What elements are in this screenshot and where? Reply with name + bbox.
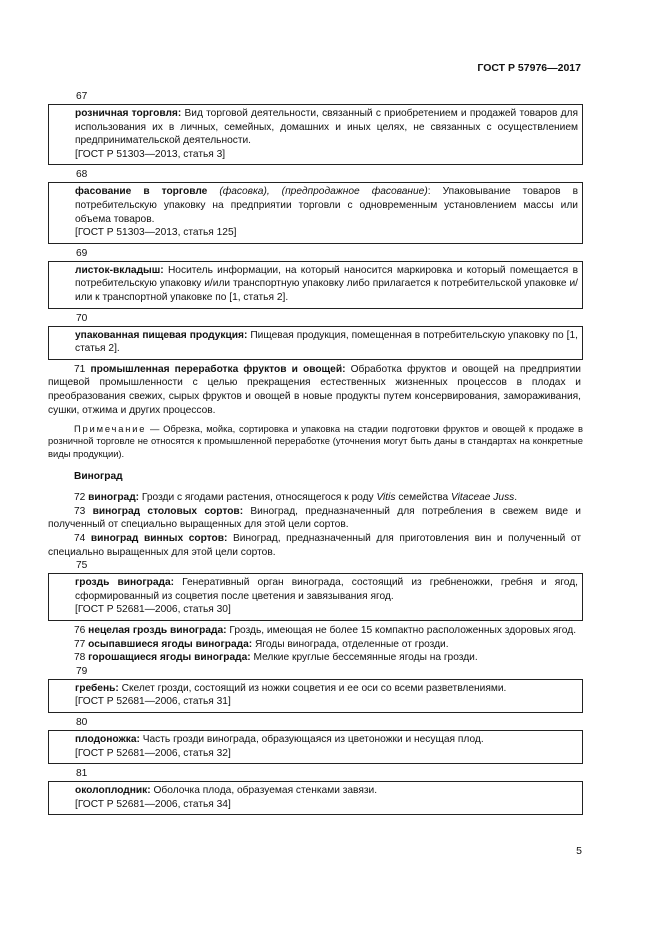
term-definition <box>48 363 581 417</box>
term-name: плодоножка: <box>75 734 140 746</box>
term-definition <box>75 264 578 305</box>
term-number: 81 <box>76 768 88 780</box>
term-number: 70 <box>76 312 88 324</box>
term-name: осыпавшиеся ягоды винограда: <box>88 638 253 650</box>
term-box <box>48 781 583 815</box>
term-number: 68 <box>76 169 88 181</box>
term-definition <box>75 682 578 696</box>
term-name: виноград столовых сортов: <box>92 505 244 517</box>
note-dash: — <box>146 423 164 435</box>
term-definition <box>48 505 581 532</box>
note-label: Примечание <box>74 423 147 435</box>
source-reference: [ГОСТ Р 52681—2006, статья 34] <box>75 798 231 810</box>
term-name: фасование в торговле <box>75 186 208 198</box>
term-definition <box>48 624 581 638</box>
term-box <box>48 326 583 360</box>
family-name: Vitaceae Juss <box>451 492 515 504</box>
term-definition <box>48 638 581 652</box>
term-name: виноград: <box>88 492 140 504</box>
term-definition <box>75 784 578 798</box>
source-reference: [ГОСТ Р 51303—2013, статья 3] <box>75 148 226 160</box>
term-name: промышленная переработка фруктов и овощей: <box>90 363 346 375</box>
source-reference: [ГОСТ Р 51303—2013, статья 125] <box>75 227 237 239</box>
note-paragraph <box>48 423 583 460</box>
section-title: Виноград <box>74 470 123 482</box>
term-definition <box>48 532 581 559</box>
term-name: виноград винных сортов: <box>90 533 228 545</box>
term-name: гроздь винограда: <box>75 577 175 589</box>
definition-text: Оболочка плода, образуемая стенками завязи. <box>150 785 378 797</box>
term-number: 75 <box>76 560 88 572</box>
term-number: 77 <box>74 638 89 650</box>
term-definition <box>75 733 578 747</box>
term-box <box>48 261 583 309</box>
term-definition <box>75 107 578 148</box>
definition-text: Грозди с ягодами растения, относящегося к роду <box>139 492 377 504</box>
term-box <box>48 182 583 243</box>
definition-text: Обработка фруктов и овощей на предприятии пищевой промышленности с целью прекращения естественных жизненных процессов в плодах и преобразования свежих, сырых фруктов и овощей в новые продукты путем консервирования, замораживания, сушки, отжима и других процессов. <box>48 363 581 416</box>
term-box <box>48 679 583 713</box>
definition-text: Вид торговой деятельности, связанный с приобретением и продажей товаров для использования их в личных, семейных, домашних и иных целях, не связанных с осуществлением предпринимательской деятельности. <box>75 108 579 147</box>
term-definition <box>75 329 578 356</box>
definition-text: Гроздь, имеющая не более 15 компактно расположенных здоровых ягод. <box>226 625 577 637</box>
source-reference: [ГОСТ Р 52681—2006, статья 32] <box>75 747 231 759</box>
term-name: розничная торговля: <box>75 108 182 119</box>
document-body <box>48 90 583 818</box>
term-definition <box>48 491 581 505</box>
term-name: гребень: <box>75 682 119 694</box>
term-number: 72 <box>74 492 89 504</box>
definition-text: Часть грозди винограда, образующаяся из цветоножки и несущая плод. <box>139 734 484 746</box>
term-number: 71 <box>74 363 91 375</box>
term-name: нецелая гроздь винограда: <box>88 625 227 637</box>
genus-name: Vitis <box>376 492 396 504</box>
term-name: листок-вкладыш: <box>75 264 164 276</box>
term-name: упакованная пищевая продукция: <box>75 329 248 341</box>
term-number: 79 <box>76 665 88 677</box>
definition-text: Упаковывание товаров в потребительскую упаковку на предприятии торговли с одновременным установлением массы или объема товаров. <box>75 186 578 225</box>
definition-text: Виноград, предназначенный для потребления в свежем виде и полученный от специально выращенных для этой цели сортов. <box>48 505 581 531</box>
source-reference: [ГОСТ Р 52681—2006, статья 31] <box>75 696 231 708</box>
colon: : <box>427 186 431 198</box>
term-number: 74 <box>74 533 91 545</box>
definition-text: Мелкие круглые бессемянные ягоды на грозди. <box>250 652 478 664</box>
term-number: 67 <box>76 91 88 102</box>
term-definition <box>75 185 578 226</box>
term-entry-group <box>48 491 583 559</box>
definition-text: Виноград, предназначенный для приготовления вин и полученный от специально выращенных для этой цели сортов. <box>48 533 581 558</box>
term-box <box>48 730 583 764</box>
term-number: 78 <box>74 652 89 664</box>
definition-text: . <box>514 492 518 504</box>
term-synonyms: (фасовка), (предпродажное фасование) <box>207 186 428 198</box>
definition-text: Носитель информации, на который наносится маркировка и который помещается в потребительскую упаковку и/или транспортную упаковку либо прилагается к потребительской упаковке и/или к транспортной упаковке по [1, статья 2]. <box>75 264 578 303</box>
term-number: 80 <box>76 717 88 729</box>
definition-text: Генеративный орган винограда, состоящий из гребненожки, гребня и ягод, сформированный из соцветия после цветения и завязывания ягод. <box>75 577 578 602</box>
term-number: 69 <box>76 247 88 259</box>
term-name: горошащиеся ягоды винограда: <box>88 652 251 664</box>
term-entry <box>48 363 583 417</box>
term-number: 73 <box>74 505 93 517</box>
term-name: околоплодник: <box>75 785 151 797</box>
term-box <box>48 573 583 621</box>
term-definition <box>48 651 581 665</box>
source-reference: [ГОСТ Р 52681—2006, статья 30] <box>75 604 231 616</box>
note-text: Обрезка, мойка, сортировка и упаковка на стадии подготовки фруктов и овощей к продаже в розничной торговле не относятся к промышленной переработке (уточнения могут быть даны в стандартах на конкретные виды продукции). <box>48 423 583 459</box>
term-number: 76 <box>74 625 89 637</box>
page-number: 5 <box>576 845 582 857</box>
document-header: ГОСТ Р 57976—2017 <box>477 62 581 74</box>
term-box <box>48 104 583 165</box>
term-definition <box>75 576 578 603</box>
term-entry-group <box>48 624 583 665</box>
definition-text: Ягоды винограда, отделенные от грозди. <box>252 638 449 650</box>
definition-text: Пищевая продукция, помещенная в потребительскую упаковку по [1, статья 2]. <box>75 329 578 355</box>
definition-text: семейства <box>395 492 452 504</box>
definition-text: Скелет грозди, состоящий из ножки соцветия и ее оси со всеми разветвлениями. <box>118 682 507 694</box>
